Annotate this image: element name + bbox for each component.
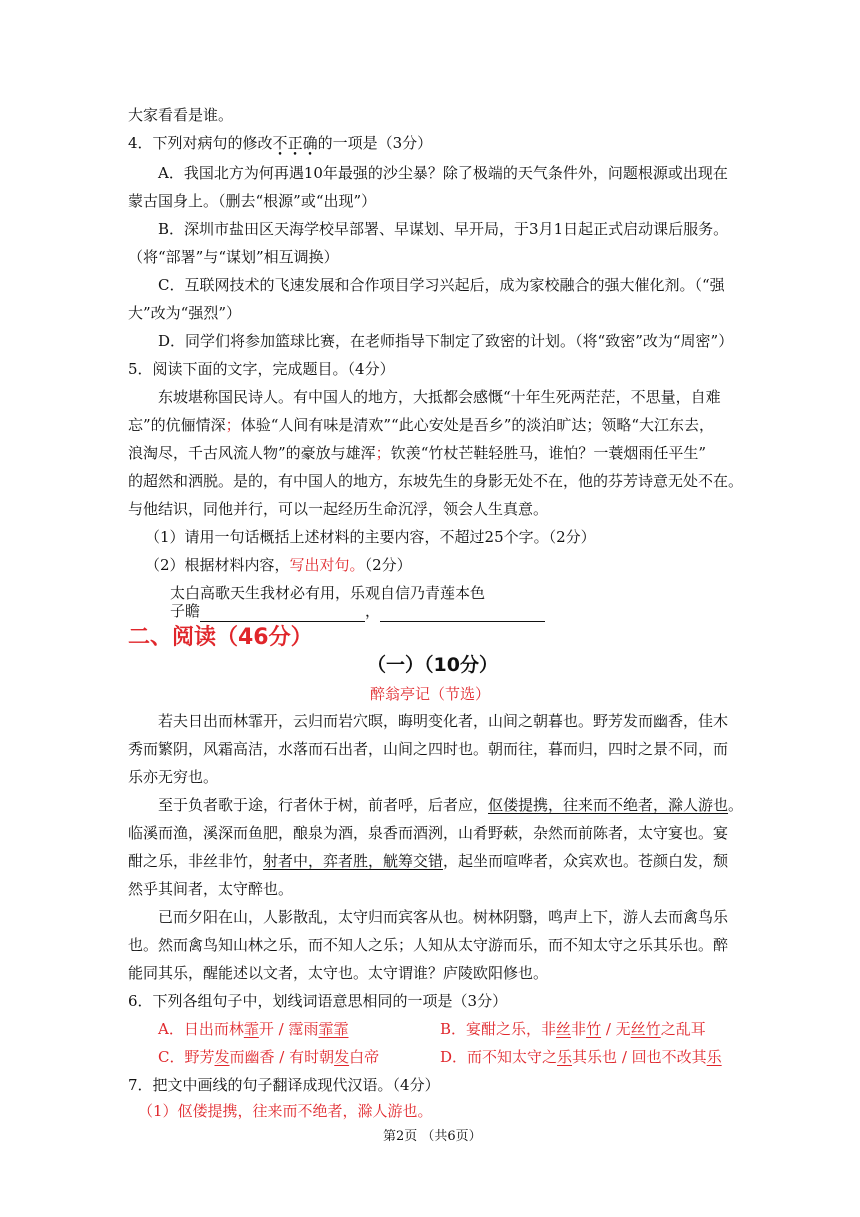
classical-text-line10: 能同其乐，醒能述以文者，太守也。太守谓谁？庐陵欧阳修也。 xyxy=(128,964,549,982)
subsection-heading: （一）（10分） xyxy=(367,654,498,676)
classical-text-line7: 然乎其间者，太守醉也。 xyxy=(128,880,294,898)
text-title: 醉翁亭记（节选） xyxy=(370,685,491,703)
q5-answer-line xyxy=(170,600,545,622)
q7-subquestion-1: （1）伛偻提携，往来而不绝者，滁人游也。 xyxy=(138,1102,433,1120)
classical-text-line6 xyxy=(128,850,728,872)
option-text: / 无 xyxy=(601,1020,631,1038)
option-text: 非 xyxy=(571,1020,587,1038)
q5-given-line: 太白高歌天生我材必有用，乐观自信乃青莲本色 xyxy=(170,584,486,602)
q4-option-b-line1: B．深圳市盐田区天海学校早部署、早谋划、早开局，于3月1日起正式启动课后服务。 xyxy=(158,220,729,238)
q6-option-a xyxy=(158,1018,348,1040)
section-heading: 二、阅读（46分） xyxy=(128,625,313,650)
option-text: 之乱耳 xyxy=(660,1020,706,1038)
underlined-word: 发 xyxy=(334,1048,350,1066)
option-text: 白帝 xyxy=(349,1048,380,1066)
q5-passage-line4: 的超然和洒脱。是的，有中国人的地方，东坡先生的身影无处不在，他的芬芳诗意无处不在。 xyxy=(128,472,744,490)
q5-passage-line5: 与他结识，同他并行，可以一起经历生命沉浮，领会人生真意。 xyxy=(128,500,549,518)
continued-text: 大家看看是谁。 xyxy=(128,106,234,124)
classical-text-line4 xyxy=(158,794,743,816)
text-segment: 酣之乐，非丝非竹， xyxy=(128,852,264,870)
q5-passage-line2 xyxy=(128,414,714,436)
q6-option-d xyxy=(440,1046,722,1068)
classical-text-line5: 临溪而渔，溪深而鱼肥，酿泉为酒，泉香而酒洌，山肴野蔌，杂然而前陈者，太守宴也。宴 xyxy=(128,824,729,842)
question-6-stem: 6．下列各组句子中，划线词语意思相同的一项是（3分） xyxy=(128,992,508,1010)
option-text: A．日出而林 xyxy=(158,1020,244,1038)
text-segment: ，起坐而喧哗者，众宾欢也。苍颜白发，颓 xyxy=(443,852,729,870)
underlined-word: 乐 xyxy=(557,1048,573,1066)
question-5-stem: 5．阅读下面的文字，完成题目。（4分） xyxy=(128,360,395,378)
option-text: 其乐也 / 回也不改其 xyxy=(572,1048,707,1066)
underlined-word: 丝竹 xyxy=(630,1020,661,1038)
q4-stem-score: 的一项是（3分） xyxy=(317,134,433,152)
answer-blank-2[interactable] xyxy=(380,605,545,622)
passage-segment: 体验“人间有味是清欢”“此心安处是吾乡”的淡泊旷达；领略“大江东去， xyxy=(240,416,715,434)
emphasis-dot-char: 正 xyxy=(287,134,303,152)
q6-option-b xyxy=(440,1018,706,1040)
underlined-sentence: 射者中，弈者胜，觥筹交错 xyxy=(263,852,444,870)
q5-2-highlight: 写出对句。 xyxy=(289,556,365,574)
classical-text-line1: 若夫日出而林霏开，云归而岩穴暝，晦明变化者，山间之朝暮也。野芳发而幽香，佳木 xyxy=(158,712,729,730)
question-4-stem xyxy=(128,132,432,154)
option-text: D．而不知太守之 xyxy=(440,1048,558,1066)
underlined-sentence: 伛偻提携，往来而不绝者，滁人游也 xyxy=(488,796,729,814)
q5-2-score: （2分） xyxy=(364,556,412,574)
classical-text-line3: 乐亦无穷也。 xyxy=(128,768,219,786)
q6-option-c xyxy=(158,1046,379,1068)
q4-stem-text: 4．下列对病句的修改 xyxy=(128,134,273,152)
answer-comma: ， xyxy=(365,602,381,620)
emphasis-dot-char: 确 xyxy=(302,134,318,152)
passage-segment: 钦羡“竹杖芒鞋轻胜马，谁怕？一蓑烟雨任平生” xyxy=(390,444,707,462)
passage-segment: 浪淘尽，千古风流人物”的豪放与雄浑 xyxy=(128,444,376,462)
q4-option-a-line2: 蒙古国身上。（删去“根源”或“出现”） xyxy=(128,192,377,210)
q4-option-b-line2: （将“部署”与“谋划”相互调换） xyxy=(128,248,339,266)
q4-option-c-line2: 大”改为“强烈”） xyxy=(128,304,242,322)
q5-passage-line3 xyxy=(128,442,706,464)
option-text: 开 / 霪雨 xyxy=(258,1020,319,1038)
underlined-word: 霏 xyxy=(243,1020,259,1038)
q5-2-text: （2）根据材料内容， xyxy=(145,556,290,574)
underlined-word: 竹 xyxy=(586,1020,602,1038)
option-text: 而幽香 / 有时朝 xyxy=(229,1048,335,1066)
q4-option-c-line1: C．互联网技术的飞速发展和合作项目学习兴起后，成为家校融合的强大催化剂。（“强 xyxy=(158,276,725,294)
text-segment: 。 xyxy=(728,796,744,814)
answer-blank-1[interactable] xyxy=(200,605,365,622)
red-semicolon: ； xyxy=(225,416,241,434)
q4-option-a-line1: A．我国北方为何再遇10年最强的沙尘暴？除了极端的天气条件外，问题根源或出现在 xyxy=(158,164,728,182)
classical-text-line9: 也。然而禽鸟知山林之乐，而不知人之乐；人知从太守游而乐，而不知太守之乐其乐也。醉 xyxy=(128,936,729,954)
question-7-stem: 7．把文中画线的句子翻译成现代汉语。（4分） xyxy=(128,1076,440,1094)
text-segment: 至于负者歌于途，行者休于树，前者呼，后者应， xyxy=(158,796,489,814)
q5-passage-line1: 东坡堪称国民诗人。有中国人的地方，大抵都会感慨“十年生死两茫茫，不思量，自难 xyxy=(158,388,721,406)
classical-text-line8: 已而夕阳在山，人影散乱，太守归而宾客从也。树林阴翳，鸣声上下，游人去而禽鸟乐 xyxy=(158,908,729,926)
emphasis-dot-char: 不 xyxy=(272,134,288,152)
underlined-word: 乐 xyxy=(706,1048,722,1066)
underlined-word: 丝 xyxy=(556,1020,572,1038)
option-text: C．野芳 xyxy=(158,1048,215,1066)
q4-option-d: D．同学们将参加篮球比赛，在老师指导下制定了致密的计划。（将“致密”改为“周密”） xyxy=(158,332,734,350)
underlined-word: 发 xyxy=(214,1048,230,1066)
red-semicolon: ； xyxy=(375,444,391,462)
page-footer: 第2页 （共6页） xyxy=(383,1129,482,1144)
q5-subquestion-2 xyxy=(145,554,412,576)
classical-text-line2: 秀而繁阴，风霜高洁，水落而石出者，山间之四时也。朝而往，暮而归，四时之景不同，而 xyxy=(128,740,729,758)
underlined-word: 霏霏 xyxy=(318,1020,349,1038)
option-text: B．宴酣之乐，非 xyxy=(440,1020,557,1038)
answer-label: 子瞻 xyxy=(170,602,201,620)
q5-subquestion-1: （1）请用一句话概括上述材料的主要内容，不超过25个字。（2分） xyxy=(145,528,596,546)
passage-segment: 忘”的伉俪情深 xyxy=(128,416,226,434)
